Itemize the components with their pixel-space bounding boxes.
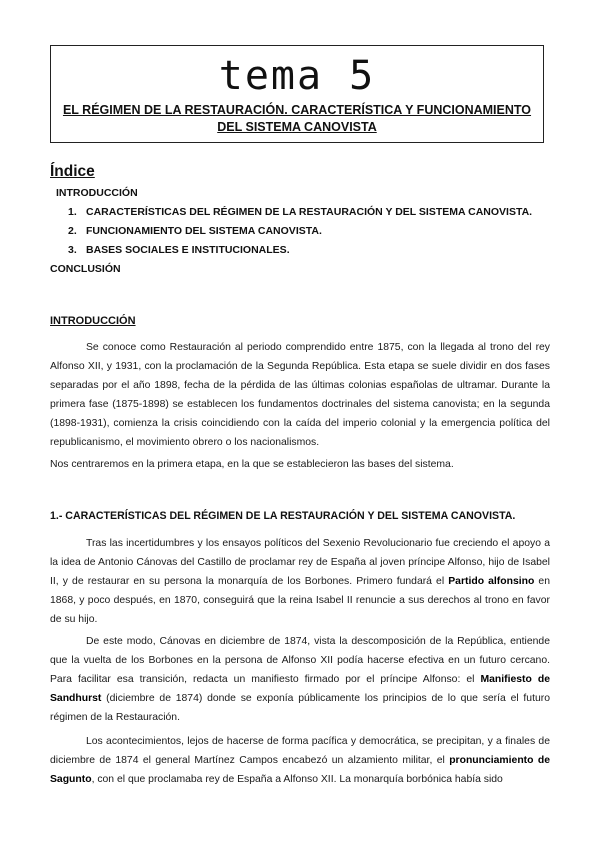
topic-title: tema 5	[218, 53, 376, 99]
toc-introduction: INTRODUCCIÓN	[56, 187, 138, 199]
document-subtitle: EL RÉGIMEN DE LA RESTAURACIÓN. CARACTERÍSTICA Y FUNCIONAMIENTO DEL SISTEMA CANOVISTA	[62, 103, 532, 134]
section-1-heading: 1.- CARACTERÍSTICAS DEL RÉGIMEN DE LA RESTAURACIÓN Y DEL SISTEMA CANOVISTA.	[50, 510, 516, 522]
toc-item	[50, 203, 550, 222]
introduction-paragraph-2: Nos centraremos en la primera etapa, en la que se establecieron las bases del sistema.	[50, 459, 454, 470]
highlight-partido-alfonsino: Partido alfonsino	[448, 576, 535, 587]
introduction-heading: INTRODUCCIÓN	[50, 315, 136, 327]
introduction-paragraph-1: Se conoce como Restauración al periodo comprendido entre 1875, con la llegada al trono del rey Alfonso XII, y 1931, con la proclamación de la Segunda República. Esta etapa se suele dividir en dos fases separadas por el año 1898, fecha de la pérdida de las últimas colonias españolas de ultramar. Durante la primera fase (1875-1898) se establecen los fundamentos doctrinales del sistema canovista; en la segunda (1898-1931), comienza la crisis coincidiendo con la caída del imperio colonial y la emergencia política del republicanismo, el movimiento obrero o los nacionalismos.	[50, 342, 550, 448]
toc-item-number: 3.	[68, 244, 77, 256]
highlight-manifiesto-sandhurst: Manifiesto de Sandhurst	[50, 674, 550, 704]
toc-item-label: FUNCIONAMIENTO DEL SISTEMA CANOVISTA.	[86, 225, 322, 237]
toc-item	[50, 241, 550, 260]
toc-item-label: BASES SOCIALES E INSTITUCIONALES.	[86, 244, 290, 256]
highlight-pronunciamiento-sagunto: pronunciamiento de Sagunto	[50, 755, 550, 785]
toc-item	[50, 222, 550, 241]
section-1-paragraph-3: Los acontecimientos, lejos de hacerse de forma pacífica y democrática, se precipitan, y a finales de diciembre de 1874 el general Martínez Campos encabezó un alzamiento militar, el pronunciamiento de Sagunto, con el que proclamaba rey de España a Alfonso XII. La monarquía borbónica había sido	[50, 736, 550, 785]
section-1-paragraph-1: Tras las incertidumbres y los ensayos políticos del Sexenio Revolucionario fue creciendo el apoyo a la idea de Antonio Cánovas del Castillo de proclamar rey de España al joven príncipe Alfonso, hijo de Isabel II, y de restaurar en su persona la monarquía de los Borbones. Primero fundará el Partido alfonsino en 1868, y poco después, en 1870, conseguirá que la reina Isabel II renuncie a sus derechos al trono en favor de su hijo.	[50, 538, 550, 625]
table-of-contents	[50, 184, 550, 279]
toc-item-number: 1.	[68, 206, 77, 218]
section-1-paragraph-2: De este modo, Cánovas en diciembre de 1874, vista la descomposición de la República, entiende que la vuelta de los Borbones en la persona de Alfonso XII podía hacerse efectiva en un futuro cercano. Para facilitar esa transición, redacta un manifiesto firmado por el príncipe Alfonso: el Manifiesto de Sandhurst (diciembre de 1874) donde se exponía públicamente los principios de lo que sería el futuro régimen de la Restauración.	[50, 636, 550, 723]
toc-conclusion: CONCLUSIÓN	[50, 263, 121, 275]
toc-item-number: 2.	[68, 225, 77, 237]
toc-item-label: CARACTERÍSTICAS DEL RÉGIMEN DE LA RESTAURACIÓN Y DEL SISTEMA CANOVISTA.	[86, 206, 533, 218]
title-box	[50, 45, 544, 143]
index-heading: Índice	[50, 163, 95, 180]
